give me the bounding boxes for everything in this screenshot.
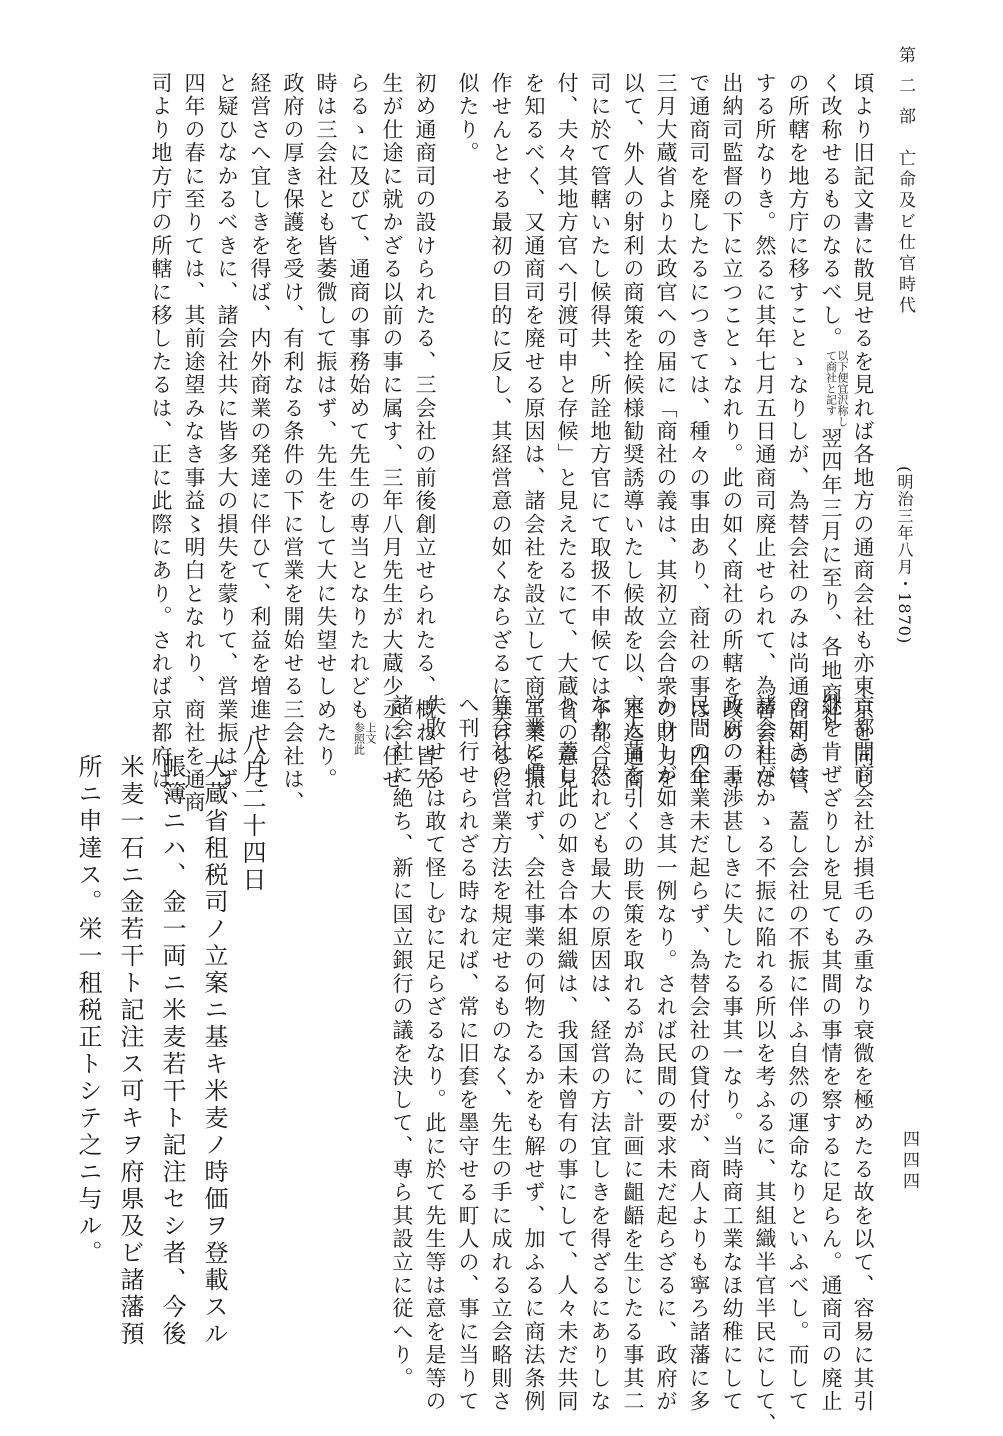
- text-column: 頃より旧記文書に散見せるを見れば各地方の通商会社も亦東京と同じ: [851, 72, 875, 792]
- text-column: 作せんとせる最初の目的に反し、其経営意の如くならざるに基けるに: [489, 72, 513, 792]
- text-column: 等会社の営業方法を規定せるものなく、先生の手に成れる立会略則さ: [489, 694, 513, 1414]
- text-column: の如きは、蓋し会社の不振に伴ふ自然の運命なりといふべし。而して: [786, 694, 810, 1414]
- text-column: 失敗せるは敢て怪しむに足らざるなり。此に於て先生等は意を是等の: [423, 694, 447, 1414]
- text-column: 時は三会社とも皆萎微して振はず、先生をして大に失望せしめたり。: [314, 72, 338, 792]
- text-column: 経営さへ宜しきを得ば、内外商業の発達に伴ひて、利益を増進せんこ: [248, 72, 272, 792]
- text-column: [820, 72, 848, 729]
- text-column: 生が仕途に就かざる以前の事に属す、三年八月先生が大蔵少丞に任ぜ: [380, 72, 404, 792]
- text-column: の所轄を地方庁に移すことゝなりしが、為替会社のみは尚通商司の管: [786, 72, 810, 792]
- text-column: り、蓋し此の如き合本組織は、我国未曾有の事にして、人々未だ共同: [555, 694, 579, 1414]
- inline-note: [825, 350, 848, 427]
- text-column: へ刊行せられざる時なれば、常に旧套を墨守せる町人の、事に当りて: [456, 694, 480, 1414]
- text-column: 出納司監督の下に立つことゝなれり。此の如く商社の所轄を改め、尋: [720, 72, 744, 792]
- text-column: 宋人苗を引くの助長策を取れるが為に、計画に齟齬を生じたる事其二: [621, 694, 645, 1414]
- text-column: 以て、外人の射利の商策を拴候様勧奨誘導いたし候故を以、是迄通商: [621, 72, 645, 792]
- text-column: 営業に慣れず、会社事業の何物たるかをも解せず、加ふるに商法条例: [522, 694, 546, 1414]
- text-column: 政府の干渉甚しきに失したる事其一なり。当時商工業なほ幼稚にして: [720, 694, 744, 1414]
- text-column: 四年の春に至りては、其前途望みなき事益〻明白となれり、商社を通商: [182, 72, 206, 815]
- entry-date: 八月二十四日: [238, 732, 266, 894]
- column-text: らるゝに及びて、通商の事務始めて先生の専当となりたれども: [347, 72, 371, 722]
- entry-line: 帳簿ニハ、金一両ニ米麦若干ト記注セシ者、今後: [158, 754, 186, 1348]
- text-column: 継を肯ぜざりしを見ても其間の事情を察するに足らん。通商司の廃止: [819, 694, 843, 1414]
- inline-note-line: 上文: [364, 721, 378, 744]
- text-column: なり。然れども最大の原因は、経営の方法宜しきを得ざるにありしな: [588, 694, 612, 1414]
- text-column: 政府の厚き保護を受け、有利なる条件の下に営業を開始せる三会社は、: [281, 72, 305, 815]
- entry-line: 米麦一石ニ金若干ト記注ス可キヲ府県及ビ諸藩預: [116, 754, 144, 1348]
- text-column: する所なりき。然るに其年七月五日通商司廃止せられて、為替会社は: [753, 72, 777, 792]
- page-number: 四四四: [899, 1130, 919, 1193]
- inline-note: [353, 722, 376, 755]
- section-header-era: (明治三年八月・1870): [895, 466, 914, 645]
- text-column: 諸会社がかゝる不振に陥れる所以を考ふるに、其組織半官半民にして、: [753, 694, 777, 1436]
- text-column: 付、夫々其地方官へ引渡可申と存候」と見えたるにて、大蔵省の意見: [555, 72, 579, 792]
- section-header-title: 第 二 部 亡命及ビ仕官時代: [895, 46, 915, 317]
- text-column: と疑ひなかるべきに、諸会社共に皆多大の損失を蒙りて、営業振はず、: [215, 72, 239, 815]
- text-column: で通商司を廃したるにつきては、種々の事由あり、商社の事は、四年: [687, 72, 711, 792]
- text-column: を知るべく、又通商司を廃せる原因は、諸会社を設立して商工業を振: [522, 72, 546, 792]
- column-text: 翌四年三月に至り、各地商社: [819, 427, 843, 730]
- text-column: 京都開商会社が損毛のみ重なり衰微を極めたる故を以て、容易に其引: [851, 694, 875, 1414]
- entry-line: 大蔵省租税司ノ立案ニ基キ米麦ノ時価ヲ登載スル: [200, 754, 228, 1348]
- text-column: 諸会社に絶ち、新に国立銀行の議を決して、専ら其設立に従へり。: [390, 694, 414, 1390]
- text-column: 初め通商司の設けられたる、三会社の前後創立せられたる、概ね皆先: [413, 72, 437, 792]
- text-column: かりしが如き其一例なり。されば民間の要求未だ起らざるに、政府が: [654, 694, 678, 1414]
- inline-note-line: て商社と記す: [824, 350, 838, 417]
- text-column: 司より地方庁の所轄に移したるは、正に此際にあり。されば京都府は、: [149, 72, 173, 815]
- inline-note-line: 参照此: [352, 721, 366, 755]
- text-column: 民間の企業未だ起らず、為替会社の貸付が、商人よりも寧ろ諸藩に多: [687, 694, 711, 1414]
- column-text: く改称せるものなるべし。: [819, 72, 843, 351]
- entry-line: 所ニ申達ス。栄一租税正トシテ之ニ与ル。: [74, 754, 102, 1267]
- inline-note-line: 以下便宜沢称し: [836, 350, 850, 428]
- text-column: 似たり。: [456, 72, 480, 165]
- text-column: 司に於て管轄いたし候得共、所詮地方官にて取扱不申候ては不都合に: [588, 72, 612, 792]
- text-column: 三月大蔵省より太政官への届に「商社の義は、其初立会合衆の財力を: [654, 72, 678, 792]
- text-column: [348, 72, 376, 755]
